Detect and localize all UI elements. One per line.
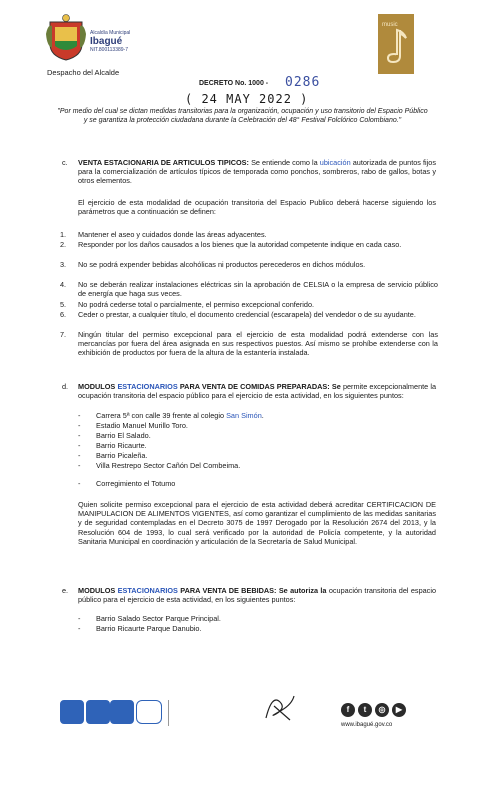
- place-text-post: .: [261, 411, 264, 420]
- list-num: 2.: [60, 240, 67, 249]
- section-c-label: c.: [62, 158, 68, 167]
- list-text: Responder por los daños causados a los bienes que la autoridad competente indique en cada caso.: [78, 240, 402, 249]
- org-line1: Alcaldía Municipal: [90, 30, 131, 36]
- place-text: Barrio Picaleña.: [96, 451, 148, 460]
- list-num: 3.: [60, 260, 67, 269]
- youtube-icon[interactable]: ▶: [392, 703, 406, 717]
- section-e-title-a: MODULOS: [78, 586, 116, 595]
- place-item: - Barrio Salado Sector Parque Principal.: [78, 614, 221, 623]
- section-d-intro: [78, 382, 436, 400]
- certification-seal-icon: [60, 700, 84, 724]
- section-e-title-b: ESTACIONARIOS: [117, 586, 178, 595]
- certification-seal-icon: [86, 700, 110, 724]
- list-item: [60, 280, 438, 298]
- section-e-text: ocupación transitoria del espacio público para el ejercicio de esta actividad, en los siguientes puntos:: [78, 586, 437, 605]
- list-text: Ningún titular del permiso excepcional para el ejercicio de esta modalidad podrá extenderse con las mercancías por fuera del área asignada en sus respectivos puestos. Así mismo se prohíbe extenderse con la exhibición de productos por fuera de la altura de la estantería instalada.: [78, 330, 438, 358]
- section-e-title-c: PARA VENTA DE BEBIDAS:: [180, 586, 277, 595]
- place-item: - Villa Restrepo Sector Cañón Del Combeima.: [78, 461, 241, 470]
- list-item: [60, 300, 438, 309]
- place-item: - Barrio Ricaurte.: [78, 441, 147, 450]
- place-text: Barrio Ricaurte Parque Danubio.: [96, 624, 202, 633]
- decree-date-stamp: ( 24 MAY 2022 ): [185, 92, 309, 106]
- section-d-para: Quien solicite permiso excepcional para el ejercicio de esta actividad deberá acreditar CERTIFICACION DE MANIPULACION DE ALIMENTOS VIGENTES, así como garantizar el cumplimiento de las medidas sanitarias y de seguridad contempladas en el Decreto 3075 de 1997 Derogado por la Resolución 2674 del 2013, y la Resolución 604 de 1993, lo cual será verificado por la autoridad de Policía competente, y la autoridad Sanitaria Municipal en coordinación y articulación de la Secretaría de Salud Municipal.: [78, 500, 436, 546]
- place-text: Estadio Manuel Murillo Toro.: [96, 421, 188, 430]
- signature-mark: [262, 692, 298, 724]
- logo-text: music: [382, 22, 398, 28]
- list-item: [60, 260, 438, 269]
- footer-divider: [168, 700, 169, 726]
- decree-intro: "Por medio del cual se dictan medidas transitorias para la organización, ocupación y uso transitorio del Espacio Público y se garantiza la protección ciudadana durante la Celebración del 48° Festival Folclórico Colombiano.": [57, 108, 428, 124]
- section-c-title: VENTA ESTACIONARIA DE ARTICULOS TIPICOS:: [78, 158, 249, 167]
- ibague-crest-logo: [46, 14, 86, 62]
- list-text: Mantener el aseo y cuidados donde las áreas adyacentes.: [78, 230, 267, 239]
- list-num: 6.: [60, 310, 67, 319]
- place-text: Carrera 5ª con calle 39 frente al colegio: [96, 411, 227, 420]
- list-item: [60, 330, 438, 358]
- list-text: No podrá cederse total o parcialmente, el permiso excepcional conferido.: [78, 300, 315, 309]
- list-num: 7.: [60, 330, 67, 339]
- section-d-title-b: ESTACIONARIOS: [117, 382, 178, 391]
- place-text: Barrio Salado Sector Parque Principal.: [96, 614, 221, 623]
- org-name: Ibagué: [90, 36, 123, 47]
- list-item: [60, 310, 438, 319]
- list-num: 5.: [60, 300, 67, 309]
- office-label: Despacho del Alcalde: [47, 68, 120, 77]
- section-e-title-tail: Se autoriza la: [278, 586, 327, 595]
- list-text: No se deberán realizar instalaciones eléctricas sin la aprobación de CELSIA o la empresa de servicio público de energía que haga sus veces.: [78, 280, 438, 299]
- twitter-icon[interactable]: t: [358, 703, 372, 717]
- section-e-intro: [78, 586, 436, 604]
- quality-seal-icon: [136, 700, 162, 724]
- list-num: 1.: [60, 230, 67, 239]
- section-c-text-post: autorizada de puntos fijos para la comercialización de artículos típicos de temporada como ponchos, sombreros, rabo de gallos, botas y otros elementos.: [78, 158, 437, 186]
- instagram-icon[interactable]: ◎: [375, 703, 389, 717]
- place-text-blue: San Simón: [226, 411, 262, 420]
- website-link[interactable]: www.ibagué.gov.co: [341, 722, 393, 728]
- place-item: - Barrio Ricaurte Parque Danubio.: [78, 624, 202, 633]
- facebook-icon[interactable]: f: [341, 703, 355, 717]
- place-text: Barrio Ricaurte.: [96, 441, 147, 450]
- section-d-text: permite excepcionalmente la ocupación transitoria del espacio público para el ejercicio de esta actividad, en los siguientes puntos:: [78, 382, 437, 401]
- list-item: [60, 230, 438, 239]
- municipality-label: [90, 30, 130, 53]
- list-num: 4.: [60, 280, 67, 289]
- place-text: Barrio El Salado.: [96, 431, 151, 440]
- place-item: - Barrio El Salado.: [78, 431, 151, 440]
- org-nit: NIT.800113389-7: [90, 47, 128, 53]
- decree-label: DECRETO No. 1000 -: [199, 80, 269, 87]
- section-d-label: d.: [62, 382, 69, 391]
- decree-number: 0286: [285, 75, 321, 90]
- place-text: Villa Restrepo Sector Cañón Del Combeima.: [96, 461, 241, 470]
- section-c-text-pre: Se entiende como la: [251, 158, 318, 167]
- list-text: No se podrá expender bebidas alcohólicas ni productos perecederos en dichos módulos.: [78, 260, 366, 269]
- section-c-text-blue: ubicación: [319, 158, 351, 167]
- list-item: [60, 240, 438, 249]
- section-c-para2: El ejercicio de esta modalidad de ocupación transitoria del Espacio Publico deberá hacerse siguiendo los parámetros que a continuación se definen:: [78, 198, 436, 217]
- place-text: Corregimiento el Totumo: [96, 479, 176, 488]
- place-item: - Estadio Manuel Murillo Toro.: [78, 421, 188, 430]
- section-d-title-tail: Se: [331, 382, 341, 391]
- section-d-title-a: MODULOS: [78, 382, 116, 391]
- music-note-icon: [378, 14, 414, 74]
- music-city-logo: [378, 14, 414, 74]
- place-item: - Carrera 5ª con calle 39 frente al colegio San Simón.: [78, 411, 264, 420]
- certification-seal-icon: [110, 700, 134, 724]
- place-item: - Corregimiento el Totumo: [78, 479, 176, 488]
- section-c-intro: [78, 158, 436, 186]
- list-text: Ceder o prestar, a cualquier título, el documento credencial (escarapela) del vendedor o de su ayudante.: [78, 310, 416, 319]
- section-d-title-c: PARA VENTA DE COMIDAS PREPARADAS:: [179, 382, 330, 391]
- place-item: - Barrio Picaleña.: [78, 451, 148, 460]
- section-e-label: e.: [62, 586, 69, 595]
